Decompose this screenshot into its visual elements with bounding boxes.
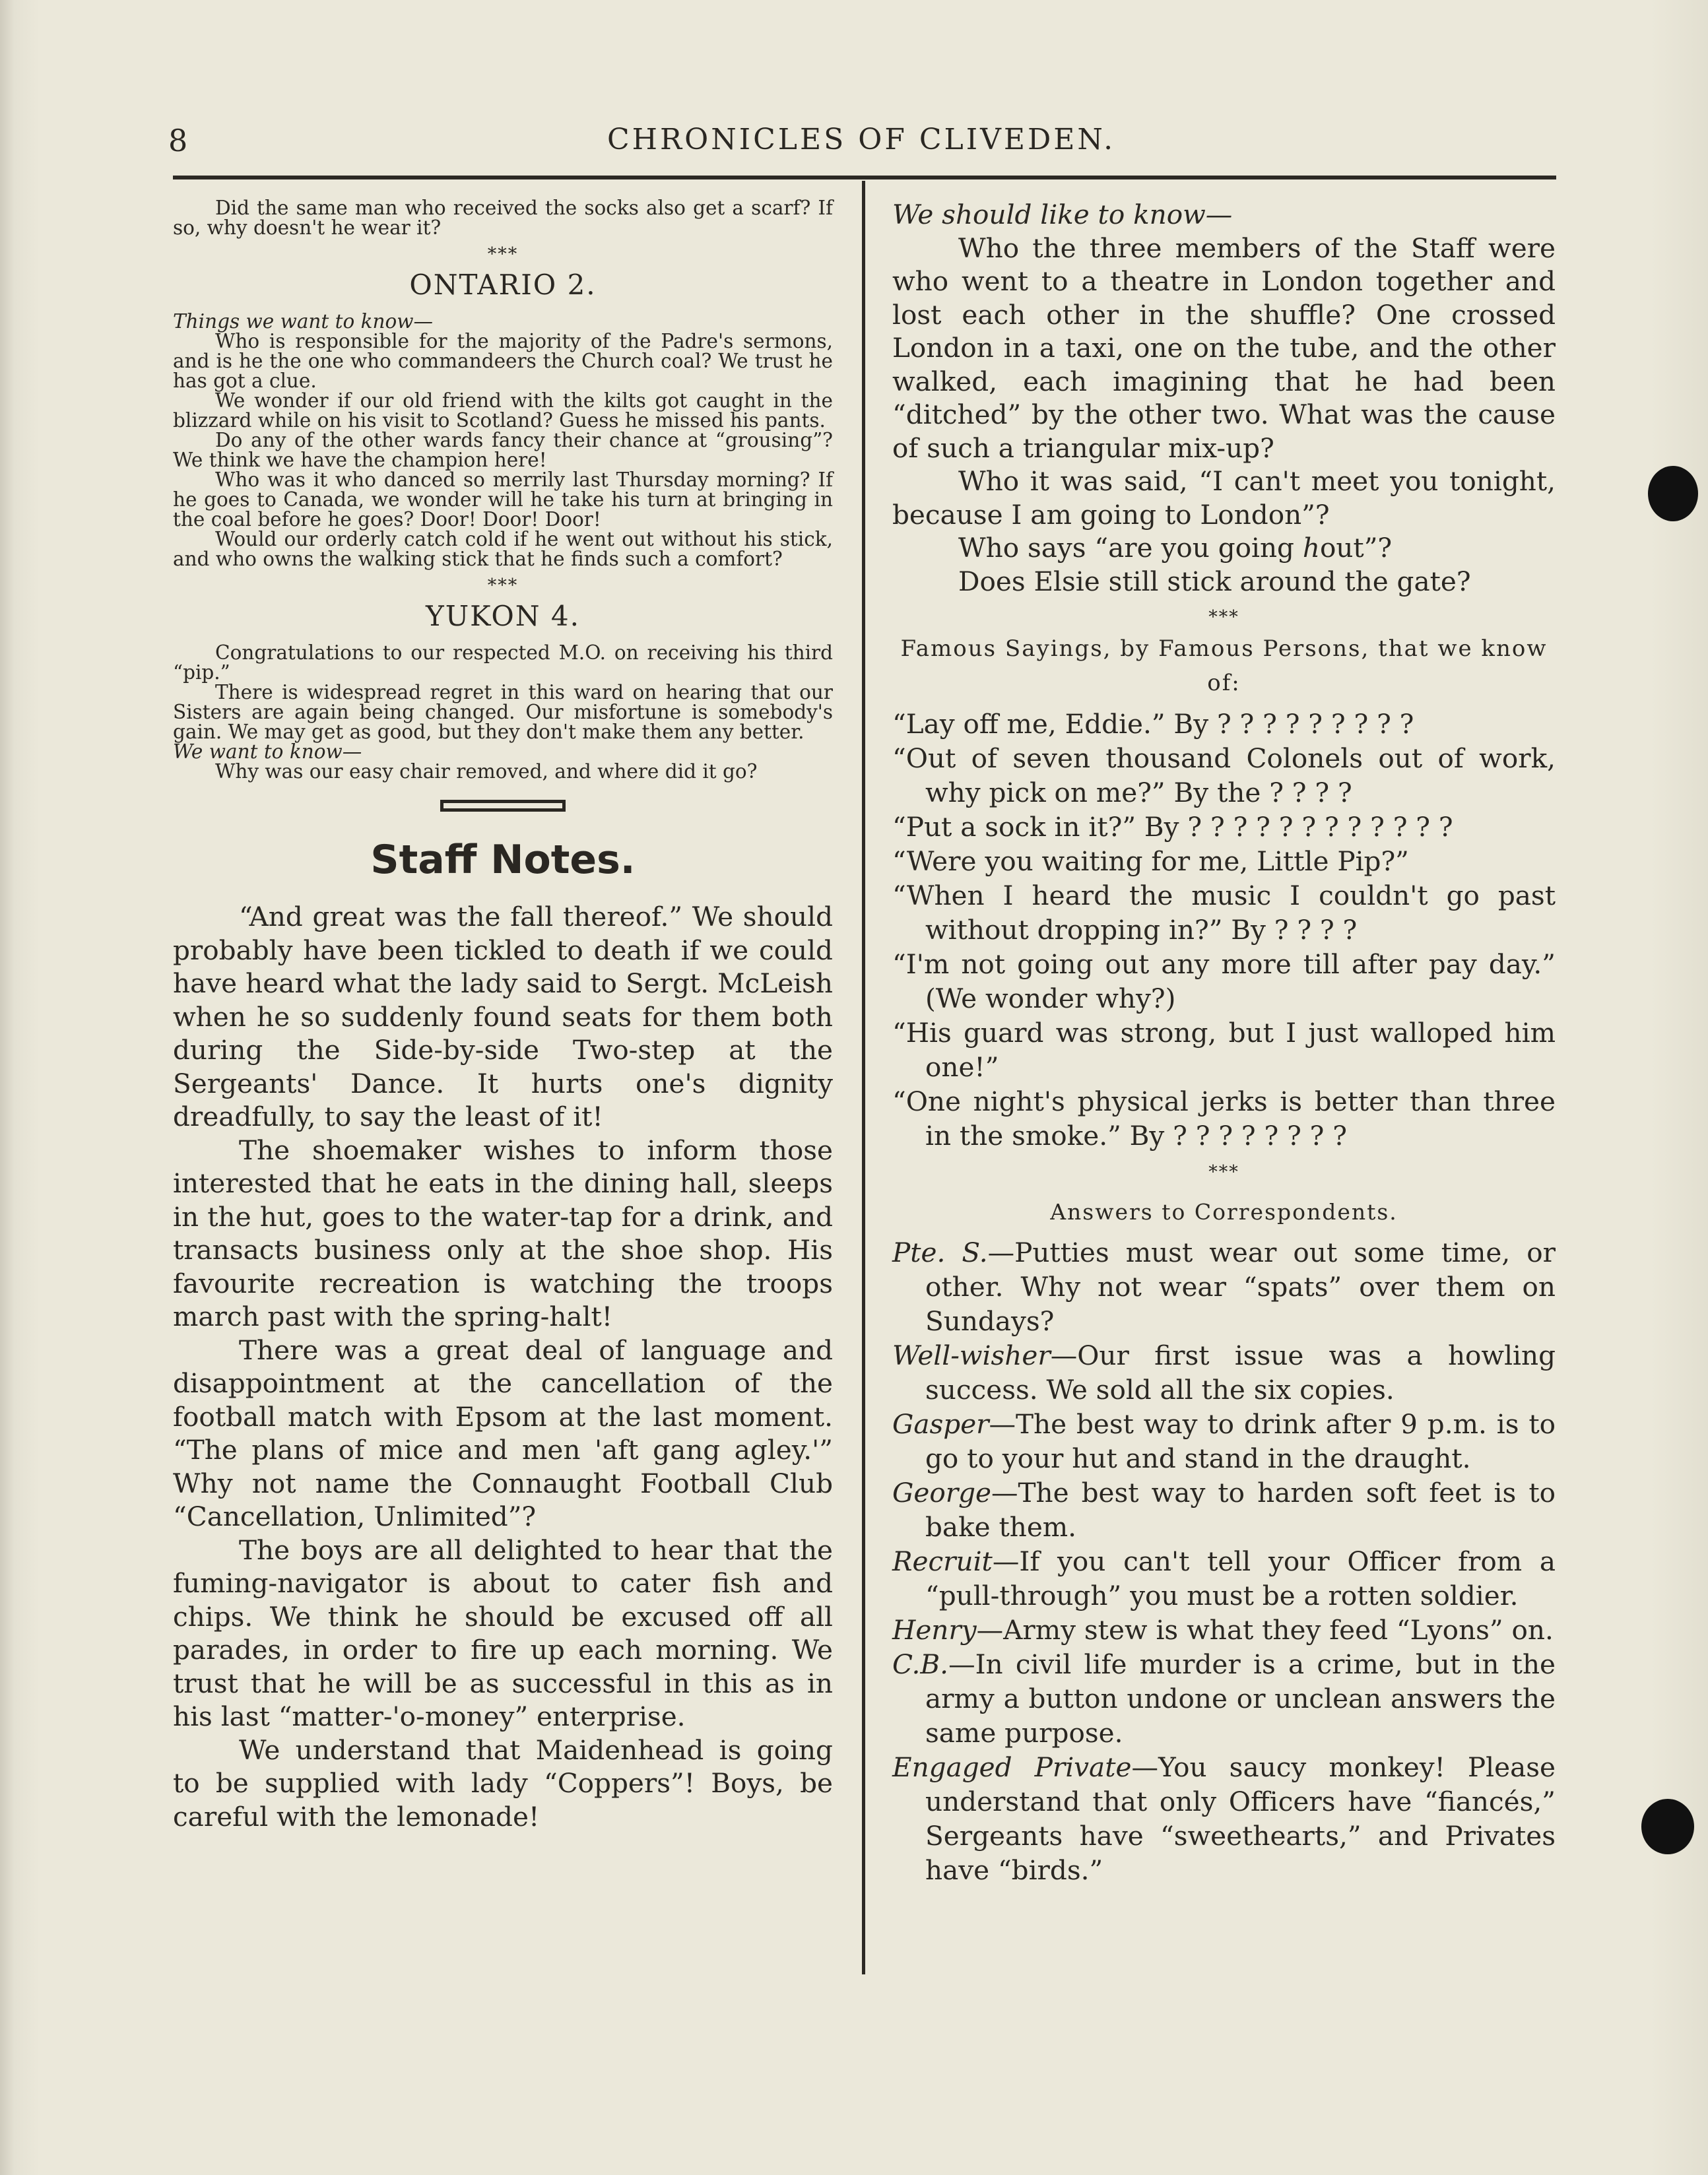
answer-text: —The best way to drink after 9 p.m. is to go to your hut and stand in the draught. bbox=[925, 1408, 1556, 1474]
staff-question: Who it was said, “I can't meet you tonight, because I am going to London”? bbox=[892, 465, 1556, 531]
left-column bbox=[173, 198, 833, 1833]
staff-questions-lead: We should like to know— bbox=[892, 199, 1233, 230]
correspondent-name: Well-wisher bbox=[892, 1340, 1051, 1371]
answer-entry bbox=[892, 1407, 1556, 1476]
correspondent-name: Engaged Private bbox=[892, 1751, 1132, 1783]
staff-paragraph: The shoemaker wishes to inform those interested that he eats in the dining hall, sleeps in the hut, goes to the water-tap for a drink, and transacts business only at the shoe shop. His favourite recreation is watching the troops march past with the spring-halt! bbox=[173, 1134, 833, 1332]
yukon-paragraph: Congratulations to our respected M.O. on receiving his third “pip.” bbox=[173, 641, 833, 684]
staff-paragraph: We understand that Maidenhead is going to be supplied with lady “Coppers”! Boys, be careful with the lemonade! bbox=[173, 1734, 833, 1833]
column-divider bbox=[862, 181, 865, 1974]
famous-saying: “When I heard the music I couldn't go past without dropping in?” By ? ? ? ? bbox=[892, 880, 1556, 946]
staff-notes-heading: Staff Notes. bbox=[370, 837, 636, 883]
answer-entry bbox=[892, 1750, 1556, 1887]
ontario-lead: Things we want to know— bbox=[173, 310, 434, 333]
page-number: 8 bbox=[168, 123, 188, 158]
ontario-paragraph: Would our orderly catch cold if he went out without his stick, and who owns the walking stick that he finds such a comfort? bbox=[173, 528, 833, 570]
ontario-heading: ONTARIO 2. bbox=[409, 269, 597, 301]
answer-text: —In civil life murder is a crime, but in the army a button undone or unclean answers the same purpose. bbox=[925, 1648, 1556, 1749]
staff-question-italic-letter: h bbox=[1302, 532, 1320, 564]
answer-entry bbox=[892, 1235, 1556, 1338]
famous-saying: “His guard was strong, but I just walloped him one!” bbox=[892, 1017, 1556, 1083]
staff-question: Who the three members of the Staff were who went to a theatre in London together and lost each other in the shuffle? One crossed London in a taxi, one on the tube, and the other walked, each imagining that he had been “ditched” by the other two. What was the cause of such a triangular mix-up? bbox=[892, 232, 1556, 464]
answer-entry bbox=[892, 1544, 1556, 1613]
staff-question-part: Who says “are you going bbox=[958, 532, 1303, 564]
staff-paragraph: “And great was the fall thereof.” We should probably have been tickled to death if we could have heard what the lady said to Sergt. McLeish when he so suddenly found seats for them both during the Side-by-side Two-step at the Sergeants' Dance. It hurts one's dignity dreadfully, to say the least of it! bbox=[173, 901, 833, 1132]
punch-hole-top bbox=[1648, 466, 1698, 521]
section-separator: *** bbox=[1208, 607, 1239, 628]
answers-heading: Answers to Correspondents. bbox=[1050, 1199, 1398, 1225]
answer-text: —Our first issue was a howling success. We sold all the six copies. bbox=[925, 1340, 1556, 1406]
correspondent-name: Gasper bbox=[892, 1408, 989, 1440]
yukon-heading: YUKON 4. bbox=[426, 600, 580, 632]
answer-text: —Army stew is what they feed “Lyons” on. bbox=[976, 1614, 1554, 1646]
yukon-paragraph: Why was our easy chair removed, and where did it go? bbox=[215, 760, 758, 783]
section-separator: *** bbox=[1208, 1162, 1239, 1183]
correspondent-name: Henry bbox=[892, 1614, 977, 1646]
decorative-ornament bbox=[440, 800, 566, 812]
ontario-paragraph: Do any of the other wards fancy their chance at “grousing”? We think we have the champion here! bbox=[173, 429, 833, 471]
staff-question-part: out”? bbox=[1319, 532, 1393, 564]
famous-sayings-heading: Famous Sayings, by Famous Persons, that we know of: bbox=[900, 635, 1548, 696]
answers-list bbox=[892, 1235, 1556, 1887]
staff-paragraph: There was a great deal of language and disappointment at the cancellation of the football match with Epsom at the last moment. “The plans of mice and men 'aft gang agley.'” Why not name the Connaught Football Club “Cancellation, Unlimited”? bbox=[173, 1334, 833, 1532]
answer-entry bbox=[892, 1338, 1556, 1407]
correspondent-name: George bbox=[892, 1477, 991, 1509]
answer-text: —You saucy monkey! Please understand that only Officers have “fiancés,” Sergeants have “sweethearts,” and Privates have “birds.” bbox=[925, 1751, 1556, 1886]
section-separator: *** bbox=[487, 244, 519, 265]
yukon-paragraph: There is widespread regret in this ward on hearing that our Sisters are again being changed. Our misfortune is somebody's gain. We may get as good, but they don't make them any better. bbox=[173, 681, 833, 743]
famous-saying: “Were you waiting for me, Little Pip?” bbox=[892, 845, 1409, 877]
famous-saying: “Lay off me, Eddie.” By ? ? ? ? ? ? ? ? ? bbox=[892, 708, 1414, 740]
ontario-paragraph: Who is responsible for the majority of the Padre's sermons, and is he the one who commandeers the Church coal? We trust he has got a clue. bbox=[173, 330, 833, 392]
page-title: CHRONICLES OF CLIVEDEN. bbox=[607, 123, 1116, 156]
correspondent-name: Pte. S. bbox=[892, 1237, 988, 1268]
right-column bbox=[892, 198, 1556, 1887]
staff-question: Does Elsie still stick around the gate? bbox=[958, 565, 1471, 597]
answer-text: —Putties must wear out some time, or other. Why not wear “spats” over them on Sundays? bbox=[925, 1237, 1556, 1337]
staff-paragraph: The boys are all delighted to hear that the fuming-navigator is about to cater fish and chips. We think he should be excused off all parades, in order to fire up each morning. We trust that he will be as successful in this as in his last “matter-'o-money” enterprise. bbox=[173, 1534, 833, 1732]
answer-entry bbox=[892, 1647, 1556, 1750]
answer-text: —If you can't tell your Officer from a “pull-through” you must be a rotten soldier. bbox=[925, 1545, 1556, 1611]
famous-saying: “Put a sock in it?” By ? ? ? ? ? ? ? ? ? ? ? ? bbox=[892, 811, 1453, 843]
staff-question bbox=[892, 531, 1556, 565]
answer-entry bbox=[892, 1613, 1556, 1647]
famous-saying: “I'm not going out any more till after pay day.” (We wonder why?) bbox=[892, 948, 1556, 1014]
ontario-paragraph: Who was it who danced so merrily last Thursday morning? If he goes to Canada, we wonder will he take his turn at bringing in the coal before he goes? Door! Door! Door! bbox=[173, 469, 833, 531]
correspondent-name: C.B. bbox=[892, 1648, 949, 1680]
header-rule bbox=[173, 176, 1556, 179]
famous-saying: “One night's physical jerks is better than three in the smoke.” By ? ? ? ? ? ? ? ? bbox=[892, 1086, 1556, 1152]
correspondent-name: Recruit bbox=[892, 1545, 993, 1577]
answer-text: —The best way to harden soft feet is to bake them. bbox=[925, 1477, 1556, 1543]
famous-saying: “Out of seven thousand Colonels out of work, why pick on me?” By the ? ? ? ? bbox=[892, 742, 1556, 808]
answer-entry bbox=[892, 1476, 1556, 1544]
famous-sayings-list bbox=[892, 707, 1556, 1153]
intro-paragraph: Did the same man who received the socks also get a scarf? If so, why doesn't he wear it? bbox=[173, 197, 833, 239]
section-separator: *** bbox=[487, 575, 519, 596]
yukon-lead: We want to know— bbox=[173, 740, 362, 763]
ontario-paragraph: We wonder if our old friend with the kilts got caught in the blizzard while on his visit to Scotland? Guess he missed his pants. bbox=[173, 389, 833, 432]
punch-hole-bottom bbox=[1641, 1799, 1694, 1854]
